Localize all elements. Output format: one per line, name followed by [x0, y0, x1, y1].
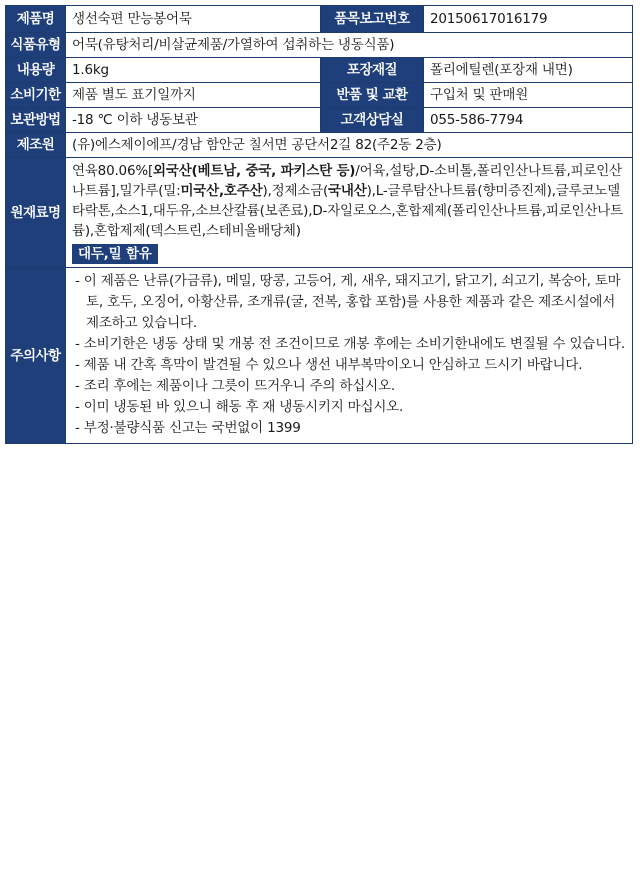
food-type-value: 어묵(유탕처리/비살균제품/가열하여 섭취하는 냉동식품) — [66, 33, 633, 58]
row-ingredients — [6, 158, 633, 268]
expiry-label: 소비기한 — [6, 83, 66, 108]
row-food-type — [6, 33, 633, 58]
row-content-weight — [6, 58, 633, 83]
ingredients-part-2: /어육,설탕,D-소비톨,폴리인산나트륨,피로인산나트륨],밀가루(밀: — [72, 163, 622, 199]
report-no-value: 20150617016179 — [424, 6, 633, 33]
customer-service-value: 055-586-7794 — [424, 108, 633, 133]
manufacturer-value: (유)에스제이에프/경남 함안군 칠서면 공단서2길 82(주2동 2층) — [66, 133, 633, 158]
storage-value: -18 ℃ 이하 냉동보관 — [66, 108, 321, 133]
ingredients-part-1: 연육80.06%[ — [72, 163, 154, 179]
allergen-badge: 대두,밀 함유 — [72, 244, 158, 264]
product-name-label: 제품명 — [6, 6, 66, 33]
caution-item: - 조리 후에는 제품이나 그릇이 뜨거우니 주의 하십시오. — [72, 376, 626, 397]
caution-item: - 이미 냉동된 바 있으니 해동 후 재 냉동시키지 마십시오. — [72, 397, 626, 418]
returns-label: 반품 및 교환 — [321, 83, 424, 108]
caution-item: - 제품 내 간혹 흑막이 발견될 수 있으나 생선 내부복막이오니 안심하고 드시기 바랍니다. — [72, 355, 626, 376]
ingredients-origin-2: 미국산,호주산 — [180, 183, 263, 199]
manufacturer-label: 제조원 — [6, 133, 66, 158]
caution-item: - 소비기한은 냉동 상태 및 개봉 전 조건이므로 개봉 후에는 소비기한내에도 변질될 수 있습니다. — [72, 334, 626, 355]
cautions-label: 주의사항 — [6, 268, 66, 444]
row-product-name — [6, 6, 633, 33]
storage-label: 보관방법 — [6, 108, 66, 133]
product-name-value: 생선숙편 만능봉어묵 — [66, 6, 321, 33]
content-weight-label: 내용량 — [6, 58, 66, 83]
packaging-value: 폴리에틸렌(포장재 내면) — [424, 58, 633, 83]
customer-service-label: 고객상담실 — [321, 108, 424, 133]
row-expiry — [6, 83, 633, 108]
returns-value: 구입처 및 판매원 — [424, 83, 633, 108]
row-storage — [6, 108, 633, 133]
caution-item: - 이 제품은 난류(가금류), 메밀, 땅콩, 고등어, 게, 새우, 돼지고기, 닭고기, 쇠고기, 복숭아, 토마토, 호두, 오징어, 아황산류, 조개류(굴, 전복, 홍합 포함)를 사용한 제품과 같은 제조시설에서 제조하고 있습니다. — [72, 271, 626, 334]
ingredients-part-4: ),L-글루탐산나트륨(향미증진제),글루코노델타락톤,소스1,대두유,소브산칼륨(보존료),D-자일로오스,혼합제제(폴리인산나트륨,피로인산나트륨),혼합제제(덱스트린,스테비올배당체) — [72, 183, 623, 239]
content-weight-value: 1.6kg — [66, 58, 321, 83]
ingredients-label: 원재료명 — [6, 158, 66, 268]
ingredients-text — [72, 158, 626, 243]
ingredients-origin-1: 외국산(베트남, 중국, 파키스탄 등) — [153, 163, 356, 179]
ingredients-origin-3: 국내산 — [328, 183, 367, 199]
caution-item: - 부정·불량식품 신고는 국번없이 1399 — [72, 418, 626, 439]
food-type-label: 식품유형 — [6, 33, 66, 58]
ingredients-value — [66, 158, 633, 268]
expiry-value: 제품 별도 표기일까지 — [66, 83, 321, 108]
ingredients-part-3: ),정제소금( — [262, 183, 329, 199]
cautions-value — [66, 268, 633, 444]
packaging-label: 포장재질 — [321, 58, 424, 83]
cautions-list — [72, 268, 626, 443]
report-no-label: 품목보고번호 — [321, 6, 424, 33]
food-label-table — [5, 5, 633, 444]
row-manufacturer — [6, 133, 633, 158]
row-cautions — [6, 268, 633, 444]
